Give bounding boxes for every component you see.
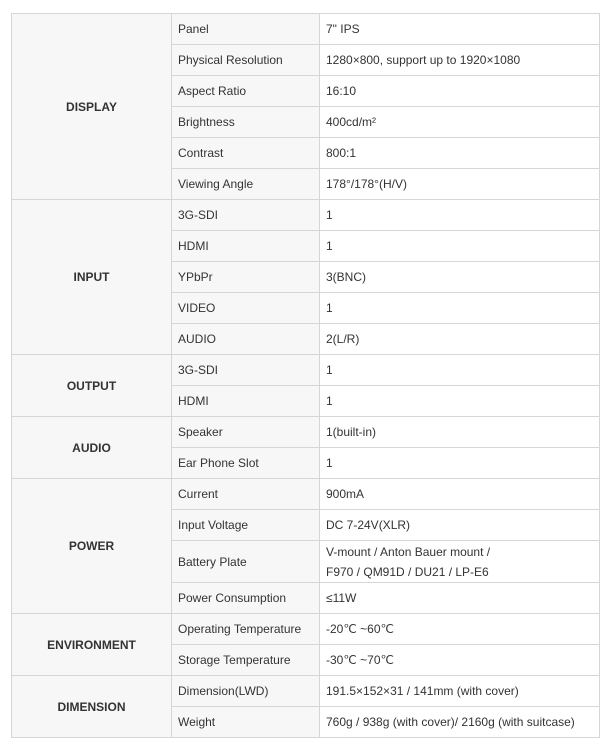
param-value: -30℃ ~70℃	[320, 645, 600, 676]
table-row	[12, 479, 600, 510]
table-row	[12, 14, 600, 45]
param-label: HDMI	[172, 386, 320, 417]
param-label: Dimension(LWD)	[172, 676, 320, 707]
param-value: 7" IPS	[320, 14, 600, 45]
param-value: ≤11W	[320, 583, 600, 614]
param-label: Speaker	[172, 417, 320, 448]
table-row	[12, 355, 600, 386]
spec-table	[11, 13, 600, 738]
param-value: 400cd/m²	[320, 107, 600, 138]
category-audio: AUDIO	[12, 417, 172, 479]
param-label: VIDEO	[172, 293, 320, 324]
param-value: 178°/178°(H/V)	[320, 169, 600, 200]
category-environment: ENVIRONMENT	[12, 614, 172, 676]
param-label: Physical Resolution	[172, 45, 320, 76]
param-value: 1280×800, support up to 1920×1080	[320, 45, 600, 76]
param-value: 16:10	[320, 76, 600, 107]
param-label: Aspect Ratio	[172, 76, 320, 107]
param-label: 3G-SDI	[172, 355, 320, 386]
category-output: OUTPUT	[12, 355, 172, 417]
param-label: Storage Temperature	[172, 645, 320, 676]
param-label: AUDIO	[172, 324, 320, 355]
param-label: Ear Phone Slot	[172, 448, 320, 479]
param-label: 3G-SDI	[172, 200, 320, 231]
param-label: HDMI	[172, 231, 320, 262]
param-value: -20℃ ~60℃	[320, 614, 600, 645]
param-label: Panel	[172, 14, 320, 45]
table-row	[12, 417, 600, 448]
param-label: YPbPr	[172, 262, 320, 293]
category-display: DISPLAY	[12, 14, 172, 200]
param-label: Input Voltage	[172, 510, 320, 541]
param-value: 1	[320, 386, 600, 417]
param-value: 1	[320, 200, 600, 231]
param-value: 2(L/R)	[320, 324, 600, 355]
param-value: 1	[320, 355, 600, 386]
param-value: DC 7-24V(XLR)	[320, 510, 600, 541]
param-label: Operating Temperature	[172, 614, 320, 645]
param-label: Contrast	[172, 138, 320, 169]
param-value: 800:1	[320, 138, 600, 169]
param-label: Weight	[172, 707, 320, 738]
param-label: Power Consumption	[172, 583, 320, 614]
param-value: 1	[320, 448, 600, 479]
table-row	[12, 614, 600, 645]
param-value: 760g / 938g (with cover)/ 2160g (with suitcase)	[320, 707, 600, 738]
param-value-line: V-mount / Anton Bauer mount /	[326, 544, 491, 559]
param-value: 3(BNC)	[320, 262, 600, 293]
param-value: 900mA	[320, 479, 600, 510]
param-label: Battery Plate	[172, 541, 320, 583]
param-value	[320, 541, 600, 583]
table-row	[12, 676, 600, 707]
param-label: Brightness	[172, 107, 320, 138]
category-input: INPUT	[12, 200, 172, 355]
param-value: 1	[320, 231, 600, 262]
param-value: 1	[320, 293, 600, 324]
param-label: Current	[172, 479, 320, 510]
param-value: 191.5×152×31 / 141mm (with cover)	[320, 676, 600, 707]
param-value: 1(built-in)	[320, 417, 600, 448]
category-dimension: DIMENSION	[12, 676, 172, 738]
table-row	[12, 200, 600, 231]
param-value-line: F970 / QM91D / DU21 / LP-E6	[326, 564, 489, 579]
category-power: POWER	[12, 479, 172, 614]
param-label: Viewing Angle	[172, 169, 320, 200]
